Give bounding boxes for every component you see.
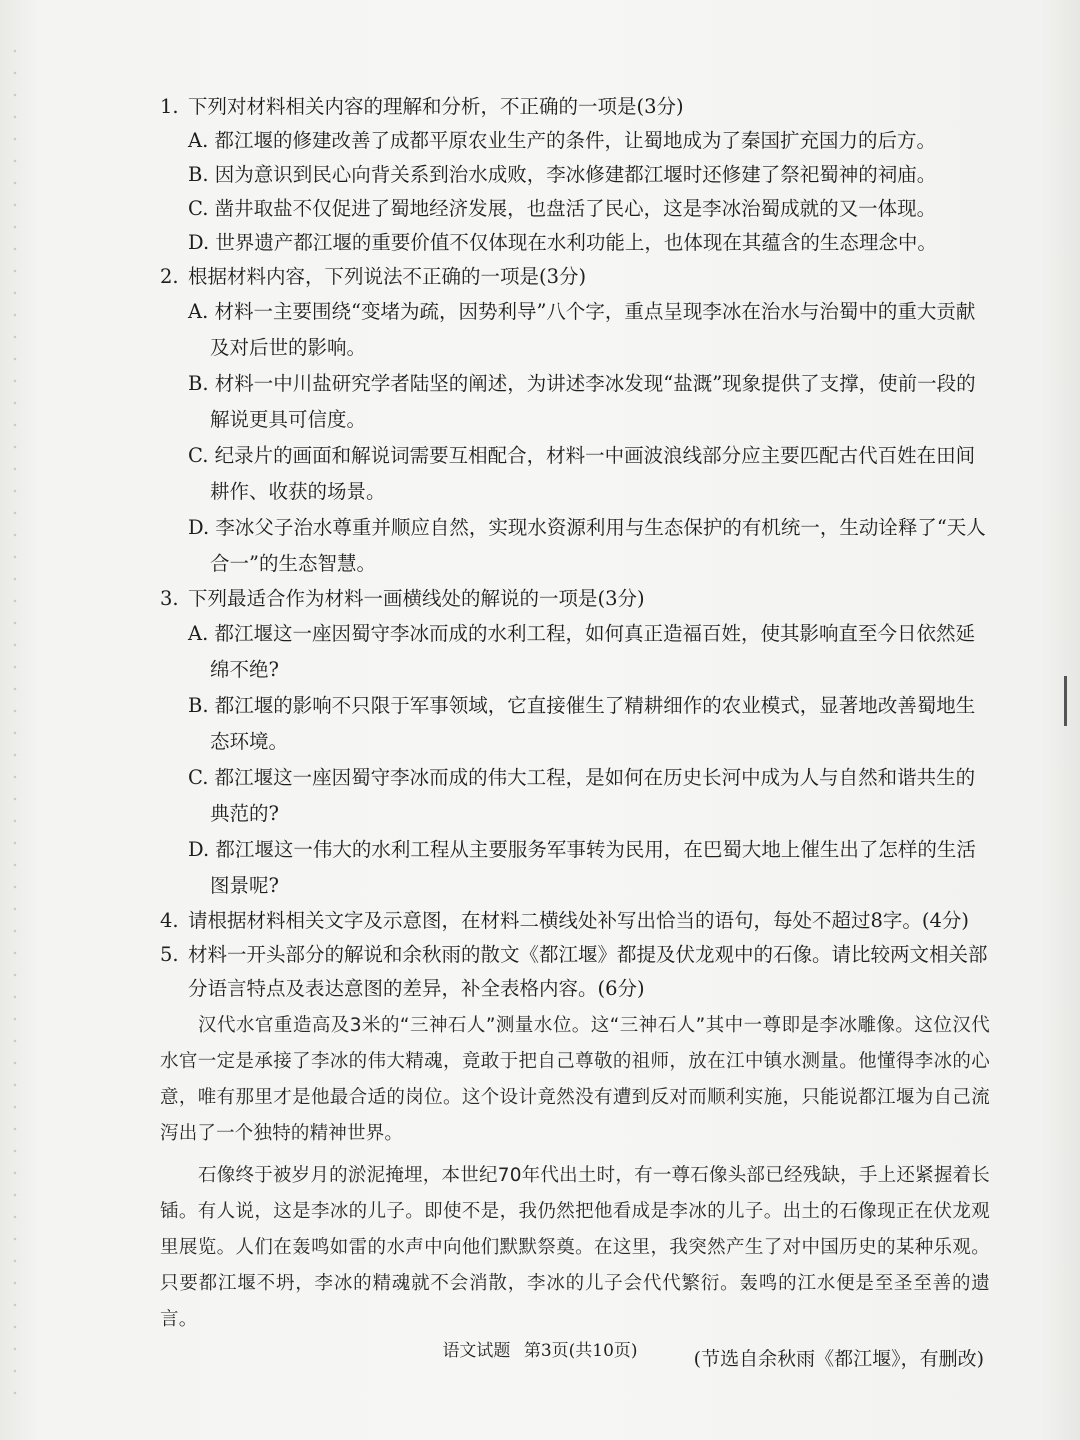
- page-footer: [0, 1336, 1080, 1361]
- option-3d: D. 都江堰这一伟大的水利工程从主要服务军事转为民用，在巴蜀大地上催生出了怎样的生活图景呢?: [188, 838, 976, 897]
- option-3c: C. 都江堰这一座因蜀守李冰而成的伟大工程，是如何在历史长河中成为人与自然和谐共生的典范的?: [188, 766, 976, 825]
- passage-source: (节选自余秋雨《都江堰》，有删改): [693, 1348, 984, 1370]
- footer-page-number: 第3页(共10页): [523, 1341, 638, 1361]
- question-number: 5.: [160, 943, 179, 966]
- footer-subject: 语文试题: [442, 1341, 511, 1361]
- question-stem: 材料一开头部分的解说和余秋雨的散文《都江堰》都提及伏龙观中的石像。请比较两文相关部分语言特点及表达意图的差异，补全表格内容。(6分): [188, 943, 988, 1000]
- question-4: [160, 904, 990, 938]
- question-stem: 请根据材料相关文字及示意图，在材料二横线处补写出恰当的语句，每处不超过8字。(4分): [188, 909, 970, 932]
- quoted-passage: [160, 1008, 990, 1338]
- question-number: 2.: [160, 265, 179, 288]
- question-number: 3.: [160, 587, 179, 610]
- passage-paragraph-1: 汉代水官重造高及3米的“三神石人”测量水位。这“三神石人”其中一尊即是李冰雕像。这位汉代水官一定是承接了李冰的伟大精魂，竟敢于把自己尊敬的祖师，放在江中镇水测量。他懂得李冰的心意，唯有那里才是他最合适的岗位。这个设计竟然没有遭到反对而顺利实施，只能说都江堰为自己流泻出了一个独特的精神世界。: [160, 1015, 990, 1144]
- question-3: [160, 582, 990, 616]
- question-number: 1.: [160, 95, 179, 118]
- option-1c: C. 凿井取盐不仅促进了蜀地经济发展，也盘活了民心，这是李冰治蜀成就的又一体现。: [188, 197, 937, 220]
- option-1b: B. 因为意识到民心向背关系到治水成败，李冰修建都江堰时还修建了祭祀蜀神的祠庙。: [188, 163, 937, 186]
- question-content: [160, 90, 990, 1376]
- passage-paragraph-2: 石像终于被岁月的淤泥掩埋，本世纪70年代出土时，有一尊石像头部已经残缺，手上还紧握着长锸。有人说，这是李冰的儿子。即使不是，我仍然把他看成是李冰的儿子。出土的石像现正在伏龙观里展览。人们在轰鸣如雷的水声中向他们默默祭奠。在这里，我突然产生了对中国历史的某种乐观。只要都江堰不坍，李冰的精魂就不会消散，李冰的儿子会代代繁衍。轰鸣的江水便是至圣至善的遗言。: [160, 1165, 990, 1330]
- option-2c: C. 纪录片的画面和解说词需要互相配合，材料一中画波浪线部分应主要匹配古代百姓在田间耕作、收获的场景。: [188, 444, 976, 503]
- option-2d: D. 李冰父子治水尊重并顺应自然，实现水资源利用与生态保护的有机统一，生动诠释了“天人合一”的生态智慧。: [188, 516, 986, 575]
- question-1: [160, 90, 990, 124]
- option-2b: B. 材料一中川盐研究学者陆坚的阐述，为讲述李冰发现“盐溉”现象提供了支撑，使前一段的解说更具可信度。: [188, 372, 976, 431]
- scan-edge-mark: [1064, 676, 1067, 726]
- option-3b: B. 都江堰的影响不只限于军事领域，它直接催生了精耕细作的农业模式，显著地改善蜀地生态环境。: [188, 694, 976, 753]
- option-1a: A. 都江堰的修建改善了成都平原农业生产的条件，让蜀地成为了秦国扩充国力的后方。: [188, 129, 936, 152]
- question-stem: 根据材料内容，下列说法不正确的一项是(3分): [188, 265, 587, 288]
- question-2: [160, 260, 990, 294]
- question-5: [160, 938, 990, 1006]
- binding-holes: [8, 40, 22, 1400]
- question-number: 4.: [160, 909, 179, 932]
- option-1d: D. 世界遗产都江堰的重要价值不仅体现在水利功能上，也体现在其蕴含的生态理念中。: [188, 231, 937, 254]
- question-stem: 下列最适合作为材料一画横线处的解说的一项是(3分): [188, 587, 645, 610]
- option-3a: A. 都江堰这一座因蜀守李冰而成的水利工程，如何真正造福百姓，使其影响直至今日依然延绵不绝?: [188, 622, 975, 681]
- option-2a: A. 材料一主要围绕“变堵为疏，因势利导”八个字，重点呈现李冰在治水与治蜀中的重大贡献及对后世的影响。: [188, 300, 976, 359]
- question-stem: 下列对材料相关内容的理解和分析，不正确的一项是(3分): [188, 95, 684, 118]
